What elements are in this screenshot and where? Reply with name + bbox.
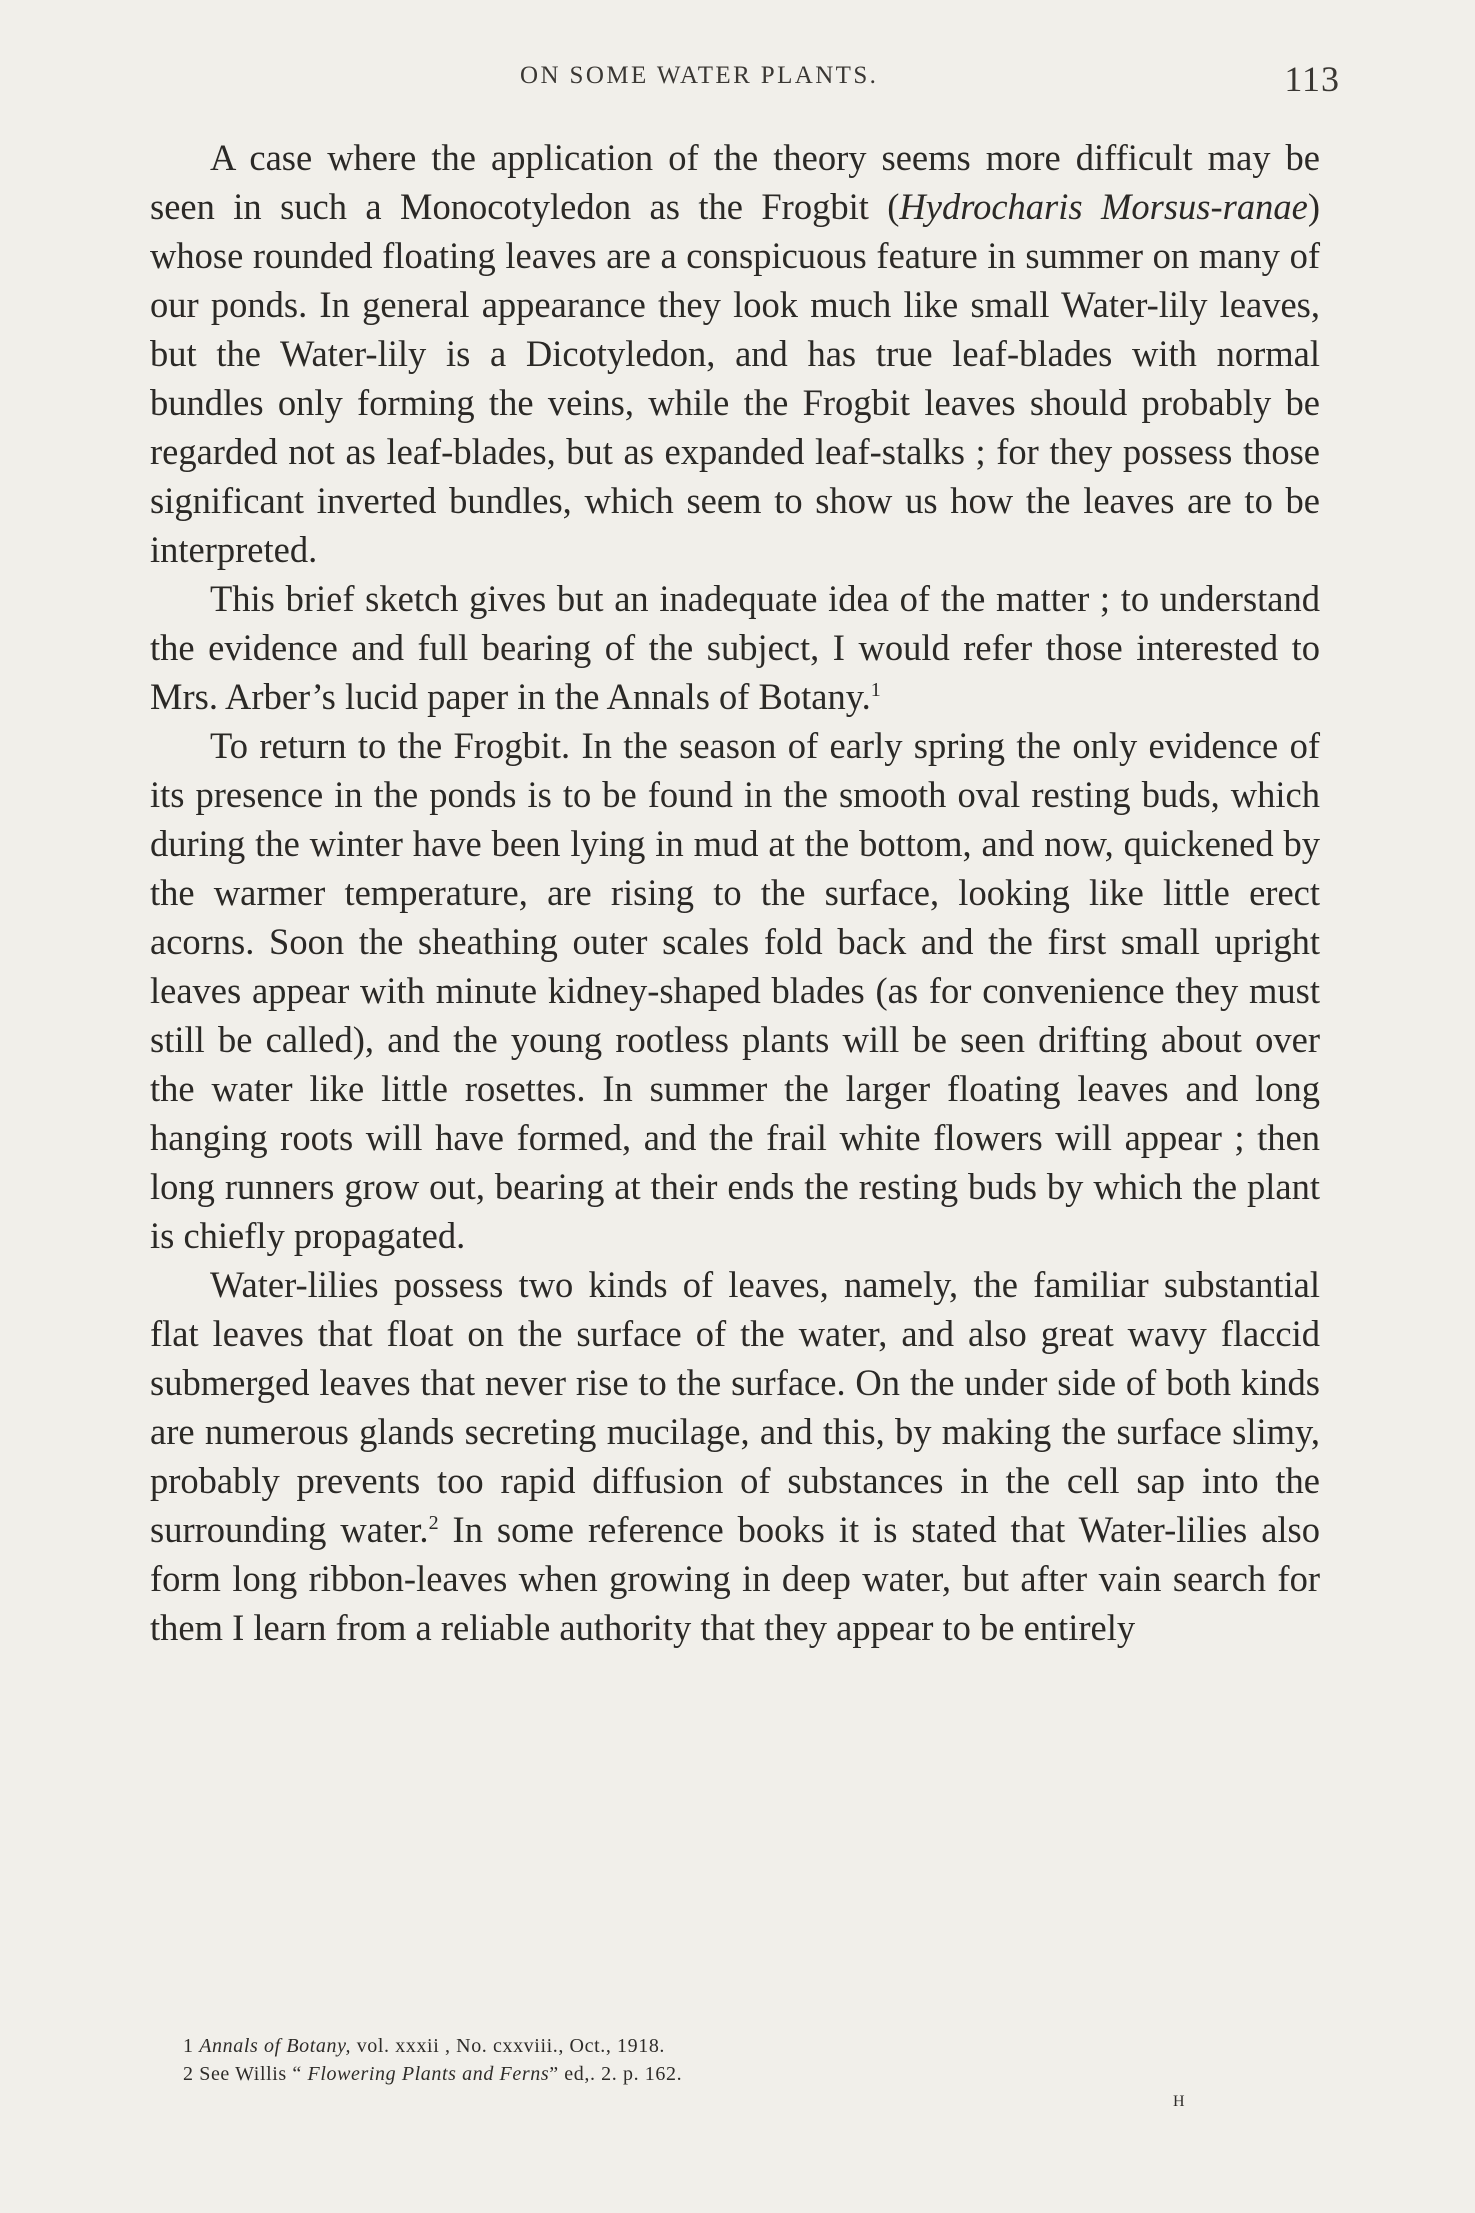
paragraph-brief-sketch: [150, 574, 1320, 721]
running-title: ON SOME WATER PLANTS.: [520, 62, 879, 89]
footnote-text: ” ed,. 2. p. 162.: [549, 2063, 683, 2085]
paragraph-text: This brief sketch gives but an inadequate idea of the matter ; to understand the evidence and full bearing of the subject, I would refer those interested to Mrs. Arber’s lucid paper in the Annals of Botany.: [150, 578, 1320, 717]
paragraph-frogbit-leaves: [150, 133, 1320, 574]
footnote-title: Flowering Plants and Ferns: [307, 2063, 550, 2085]
footnote-marker: 2: [183, 2063, 194, 2085]
paragraph-text: Water-lilies possess two kinds of leaves, namely, the familiar substantial flat leaves that float on the surface of the water, and also great wavy flaccid submerged leaves that never rise to the surface. On the under side of both kinds are numerous glands secreting mucilage, and this, by making the surface slimy, probably prevents too rapid diffusion of substances in the cell sap into the surrounding water.: [150, 1264, 1320, 1550]
footnote-reference[interactable]: 2: [428, 1511, 439, 1534]
footnote-1: [183, 2032, 1243, 2060]
footnote-2: [183, 2060, 1243, 2110]
footnote-marker: 1: [183, 2035, 194, 2057]
footnote-reference[interactable]: 1: [870, 678, 881, 701]
footnote-text: vol. xxxii , No. cxxviii., Oct., 1918.: [351, 2035, 666, 2057]
page-number: 113: [1284, 59, 1340, 99]
paragraph-text: ) whose rounded floating leaves are a conspicuous feature in summer on many of our ponds. In general appearance they look much like small Water-lily leaves, but the Water-lily is a Dicotyledon, and has true leaf-blades with normal bundles only forming the veins, while the Frogbit leaves should probably be regarded not as leaf-blades, but as expanded leaf-stalks ; for they possess those significant inverted bundles, which seem to show us how the leaves are to be interpreted.: [150, 186, 1320, 570]
paragraph-frogbit-spring: [150, 721, 1320, 1260]
body-text: [150, 133, 1320, 1652]
footnote-text: See Willis “: [199, 2063, 308, 2085]
species-name: Hydrocharis Morsus-ranae: [899, 186, 1308, 227]
paragraph-text: In some reference books it is stated that Water-lilies also form long ribbon-leaves when growing in deep water, but after vain search for them I learn from a reliable authority that they appear to be entirely: [150, 1509, 1320, 1648]
footnote-title: Annals of Botany,: [199, 2035, 352, 2057]
page-header: [140, 59, 1340, 112]
footnotes: [183, 2032, 1243, 2110]
paragraph-text: A case where the application of the theory seems more difficult may be seen in such a Monocotyledon as the Frogbit (: [150, 137, 1320, 227]
paragraph-text: To return to the Frogbit. In the season of early spring the only evidence of its presence in the ponds is to be found in the smooth oval resting buds, which during the winter have been lying in mud at the bottom, and now, quickened by the warmer temperature, are rising to the surface, looking like little erect acorns. Soon the sheathing outer scales fold back and the first small upright leaves appear with minute kidney-shaped blades (as for convenience they must still be called), and the young rootless plants will be seen drifting about over the water like little rosettes. In summer the larger floating leaves and long hanging roots will have formed, and the frail white flowers will appear ; then long runners grow out, bearing at their ends the resting buds by which the plant is chiefly propagated.: [150, 725, 1320, 1256]
paragraph-water-lilies: [150, 1260, 1320, 1652]
signature-mark: H: [1173, 2093, 1186, 2110]
